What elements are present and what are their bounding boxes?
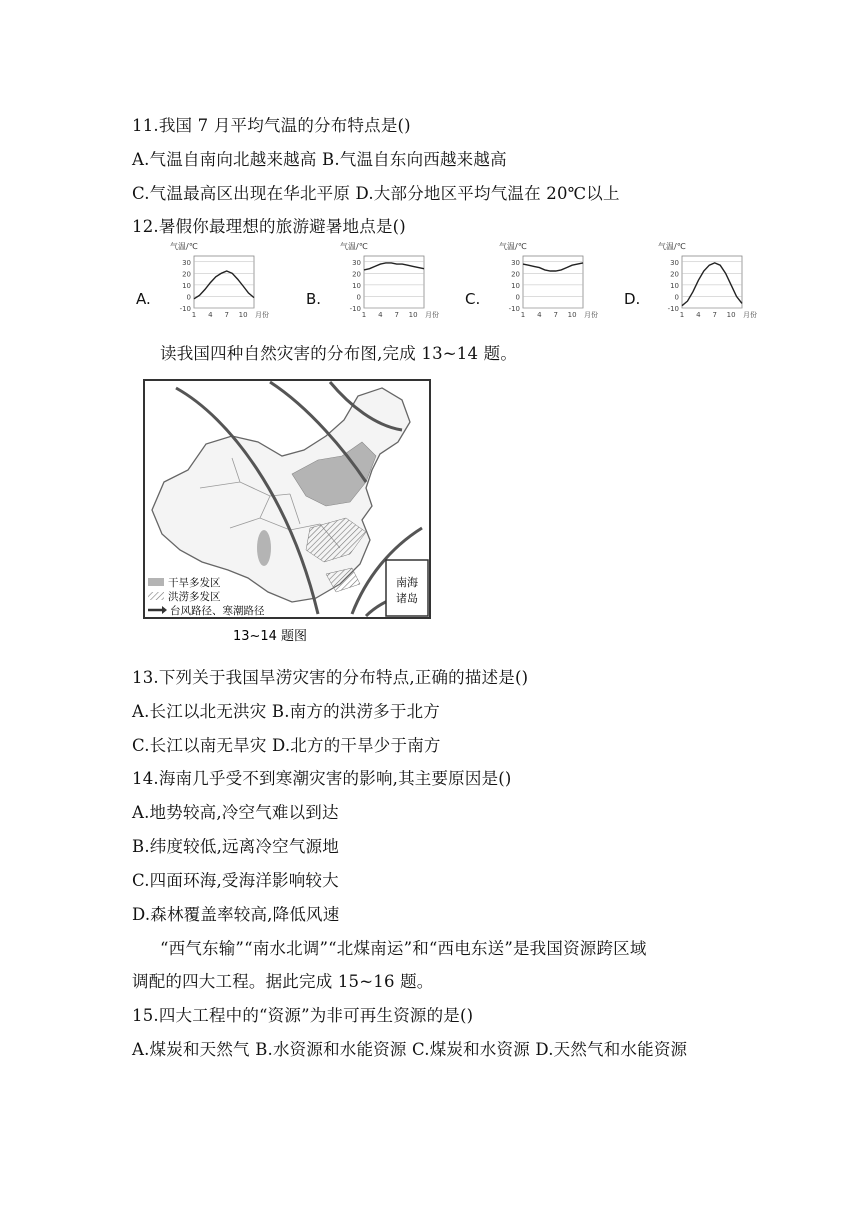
legend-drought-swatch <box>148 578 164 586</box>
chart-ylabel: 气温/℃ <box>658 242 686 251</box>
climate-chart-a <box>136 240 326 320</box>
chart-ytick: 30 <box>182 258 191 267</box>
chart-xlabel: 月份 <box>425 311 439 319</box>
inset-label: 南海 <box>396 576 418 589</box>
q13-options-cd: C.长江以南无旱灾 D.北方的干旱少于南方 <box>132 736 441 755</box>
q11-stem: 11.我国 7 月平均气温的分布特点是() <box>132 116 411 135</box>
q13-stem: 13.下列关于我国旱涝灾害的分布特点,正确的描述是() <box>132 668 529 687</box>
legend-flood-label: 洪涝多发区 <box>168 591 221 603</box>
legend-drought-label: 干旱多发区 <box>168 577 221 589</box>
chart-frame <box>194 256 254 308</box>
chart-ytick: 10 <box>182 281 191 290</box>
chart-xtick: 10 <box>408 311 418 319</box>
climate-chart-svg <box>487 240 607 320</box>
drought-area-southwest <box>257 530 271 566</box>
q14-stem: 14.海南几乎受不到寒潮灾害的影响,其主要原因是() <box>132 769 512 788</box>
q14-option-a: A.地势较高,冷空气难以到达 <box>132 803 339 822</box>
q11-options-ab: A.气温自南向北越来越高 B.气温自东向西越来越高 <box>132 150 507 169</box>
q13-options-ab: A.长江以北无洪灾 B.南方的洪涝多于北方 <box>132 702 440 721</box>
climate-chart-d <box>624 240 814 320</box>
climate-chart-svg <box>328 240 448 320</box>
disaster-map-figure <box>140 378 432 644</box>
chart-option-label: D. <box>624 290 641 308</box>
chart-xtick: 4 <box>537 311 542 319</box>
q15-stem: 15.四大工程中的“资源”为非可再生资源的是() <box>132 1006 474 1025</box>
chart-xtick: 1 <box>679 311 685 319</box>
q15-options: A.煤炭和天然气 B.水资源和水能资源 C.煤炭和水资源 D.天然气和水能资源 <box>132 1040 688 1059</box>
legend-flood-swatch <box>148 592 164 600</box>
chart-ytick: 20 <box>511 270 520 279</box>
chart-ytick: 0 <box>186 293 191 302</box>
chart-ylabel: 气温/℃ <box>499 242 527 251</box>
intro-13-14: 读我国四种自然灾害的分布图,完成 13~14 题。 <box>160 344 518 363</box>
chart-xtick: 4 <box>696 311 701 319</box>
chart-ytick: 20 <box>670 270 679 279</box>
legend-path-label: 台风路径、寒潮路径 <box>170 605 265 617</box>
chart-ytick: -10 <box>667 305 679 313</box>
chart-ytick: 10 <box>670 281 679 290</box>
chart-frame <box>523 256 583 308</box>
intro-15-16-line1: “西气东输”“南水北调”“北煤南运”和“西电东送”是我国资源跨区域 <box>160 939 647 958</box>
chart-ytick: -10 <box>349 305 361 313</box>
chart-xtick: 10 <box>726 311 736 319</box>
chart-ytick: 20 <box>182 270 191 279</box>
chart-ytick: -10 <box>179 305 191 313</box>
chart-xtick: 7 <box>394 311 399 319</box>
chart-ytick: 20 <box>352 270 361 279</box>
inset-label: 诸岛 <box>396 592 418 605</box>
q11-options-cd: C.气温最高区出现在华北平原 D.大部分地区平均气温在 20℃以上 <box>132 184 620 203</box>
chart-xtick: 1 <box>191 311 197 319</box>
q14-option-c: C.四面环海,受海洋影响较大 <box>132 871 339 890</box>
chart-ytick: -10 <box>508 305 520 313</box>
chart-ytick: 30 <box>670 258 679 267</box>
chart-option-label: C. <box>465 290 481 308</box>
climate-chart-svg <box>646 240 766 320</box>
intro-15-16-line2: 调配的四大工程。据此完成 15~16 题。 <box>132 972 434 991</box>
chart-ytick: 10 <box>511 281 520 290</box>
chart-xtick: 10 <box>238 311 248 319</box>
temperature-curve <box>364 263 424 270</box>
chart-ytick: 0 <box>674 293 679 302</box>
china-disaster-map <box>140 378 432 644</box>
chart-option-label: B. <box>306 290 322 308</box>
chart-ytick: 0 <box>356 293 361 302</box>
chart-xtick: 7 <box>553 311 558 319</box>
chart-ylabel: 气温/℃ <box>340 242 368 251</box>
chart-xtick: 10 <box>567 311 577 319</box>
climate-chart-svg <box>158 240 278 320</box>
chart-ytick: 0 <box>515 293 520 302</box>
q14-option-b: B.纬度较低,远离冷空气源地 <box>132 837 339 856</box>
chart-option-label: A. <box>136 290 151 308</box>
map-caption: 13~14 题图 <box>232 629 308 644</box>
chart-ylabel: 气温/℃ <box>170 242 198 251</box>
chart-xtick: 1 <box>361 311 367 319</box>
temperature-curve <box>682 263 742 306</box>
q12-stem: 12.暑假你最理想的旅游避暑地点是() <box>132 217 406 236</box>
chart-xlabel: 月份 <box>584 311 598 319</box>
chart-ytick: 10 <box>352 281 361 290</box>
temperature-curve <box>523 263 583 271</box>
chart-xtick: 4 <box>378 311 383 319</box>
chart-xtick: 7 <box>224 311 229 319</box>
chart-xlabel: 月份 <box>743 311 757 319</box>
q14-option-d: D.森林覆盖率较高,降低风速 <box>132 905 340 924</box>
chart-xtick: 1 <box>520 311 526 319</box>
chart-xlabel: 月份 <box>255 311 269 319</box>
chart-xtick: 4 <box>208 311 213 319</box>
chart-ytick: 30 <box>352 258 361 267</box>
chart-ytick: 30 <box>511 258 520 267</box>
chart-xtick: 7 <box>712 311 717 319</box>
